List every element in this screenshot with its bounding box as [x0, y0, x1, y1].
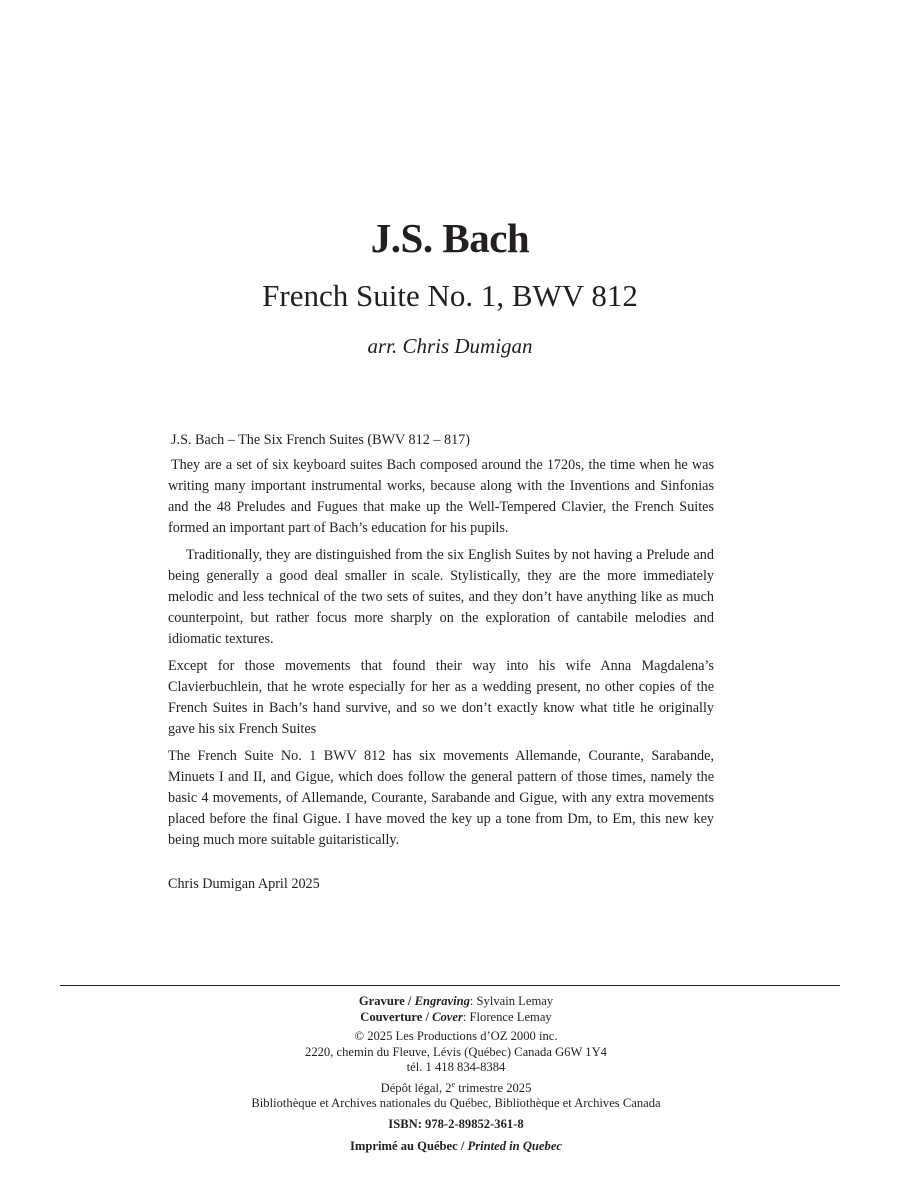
arranger-credit: arr. Chris Dumigan: [367, 334, 533, 358]
legal-deposit-suffix: trimestre 2025: [455, 1080, 532, 1095]
isbn-group: [0, 1117, 900, 1133]
work-title: French Suite No. 1, BWV 812: [262, 278, 638, 313]
printed-label-fr: Imprimé au Québec /: [350, 1139, 465, 1153]
cover-label-fr: Couverture /: [360, 1009, 429, 1024]
libraries-line: Bibliothèque et Archives nationales du Québec, Bibliothèque et Archives Canada: [251, 1096, 661, 1110]
program-notes: [168, 430, 714, 901]
engraving-label-en: Engraving: [414, 994, 470, 1008]
divider-rule: [60, 985, 840, 986]
engraving-credit: [0, 994, 900, 1010]
notes-signature: Chris Dumigan April 2025: [168, 876, 320, 892]
legal-deposit-line: [0, 1081, 900, 1097]
isbn-line: ISBN: 978-2-89852-361-8: [388, 1116, 524, 1131]
legal-group: [0, 1081, 900, 1112]
address-line: 2220, chemin du Fleuve, Lévis (Québec) Canada G6W 1Y4: [305, 1044, 607, 1059]
notes-paragraph-3: Except for those movements that found their way into his wife Anna Magdalena’s Clavierbuchlein, that he wrote especially for her as a wedding present, no other copies of the French Suites in Bach’s hand survive, and so we don’t exactly know what title he originally gave his six French Suites: [168, 658, 714, 737]
legal-deposit-sup: e: [451, 1079, 456, 1089]
engraving-label-fr: Gravure /: [358, 994, 412, 1008]
cover-name: : Florence Lemay: [462, 1009, 552, 1024]
colophon: [0, 994, 900, 1160]
credits-group: [0, 994, 900, 1025]
copyright-line: © 2025 Les Productions d’OZ 2000 inc.: [354, 1029, 558, 1043]
notes-paragraph-4: The French Suite No. 1 BWV 812 has six movements Allemande, Courante, Sarabande, Minuets I and II, and Gigue, which does follow the general pattern of those times, namely the basic 4 movements, of Allemande, Courante, Sarabande and Gigue, with any extra movements placed before the final Gigue. I have moved the key up a tone from Dm, to Em, this new key being much more suitable guitaristically.: [168, 748, 714, 848]
legal-deposit-prefix: Dépôt légal, 2: [380, 1080, 452, 1095]
engraving-name: : Sylvain Lemay: [469, 994, 554, 1008]
notes-heading: J.S. Bach – The Six French Suites (BWV 812 – 817): [171, 432, 470, 448]
cover-label-en: Cover: [432, 1009, 463, 1024]
publisher-group: [0, 1029, 900, 1076]
notes-paragraph-1: They are a set of six keyboard suites Bach composed around the 1720s, the time when he was writing many important instrumental works, because along with the Inventions and Sinfonias and the 48 Preludes and Fugues that make up the Well-Tempered Clavier, the French Suites formed an important part of Bach’s education for his pupils.: [168, 457, 714, 536]
composer-title: J.S. Bach: [370, 215, 530, 261]
phone-line: tél. 1 418 834-8384: [406, 1060, 506, 1074]
notes-paragraph-2: Traditionally, they are distinguished from the six English Suites by not having a Prelude and being generally a good deal smaller in scale. Stylistically, they are the more immediately melodic and less technical of the two sets of suites, and they don’t have anything like as much counterpoint, but rather focus more sharply on the exploration of cantabile melodies and idiomatic textures.: [168, 547, 714, 647]
cover-credit: [0, 1010, 900, 1026]
printed-line: [0, 1139, 900, 1155]
printed-group: [0, 1139, 900, 1155]
printed-label-en: Printed in Quebec: [467, 1139, 562, 1153]
